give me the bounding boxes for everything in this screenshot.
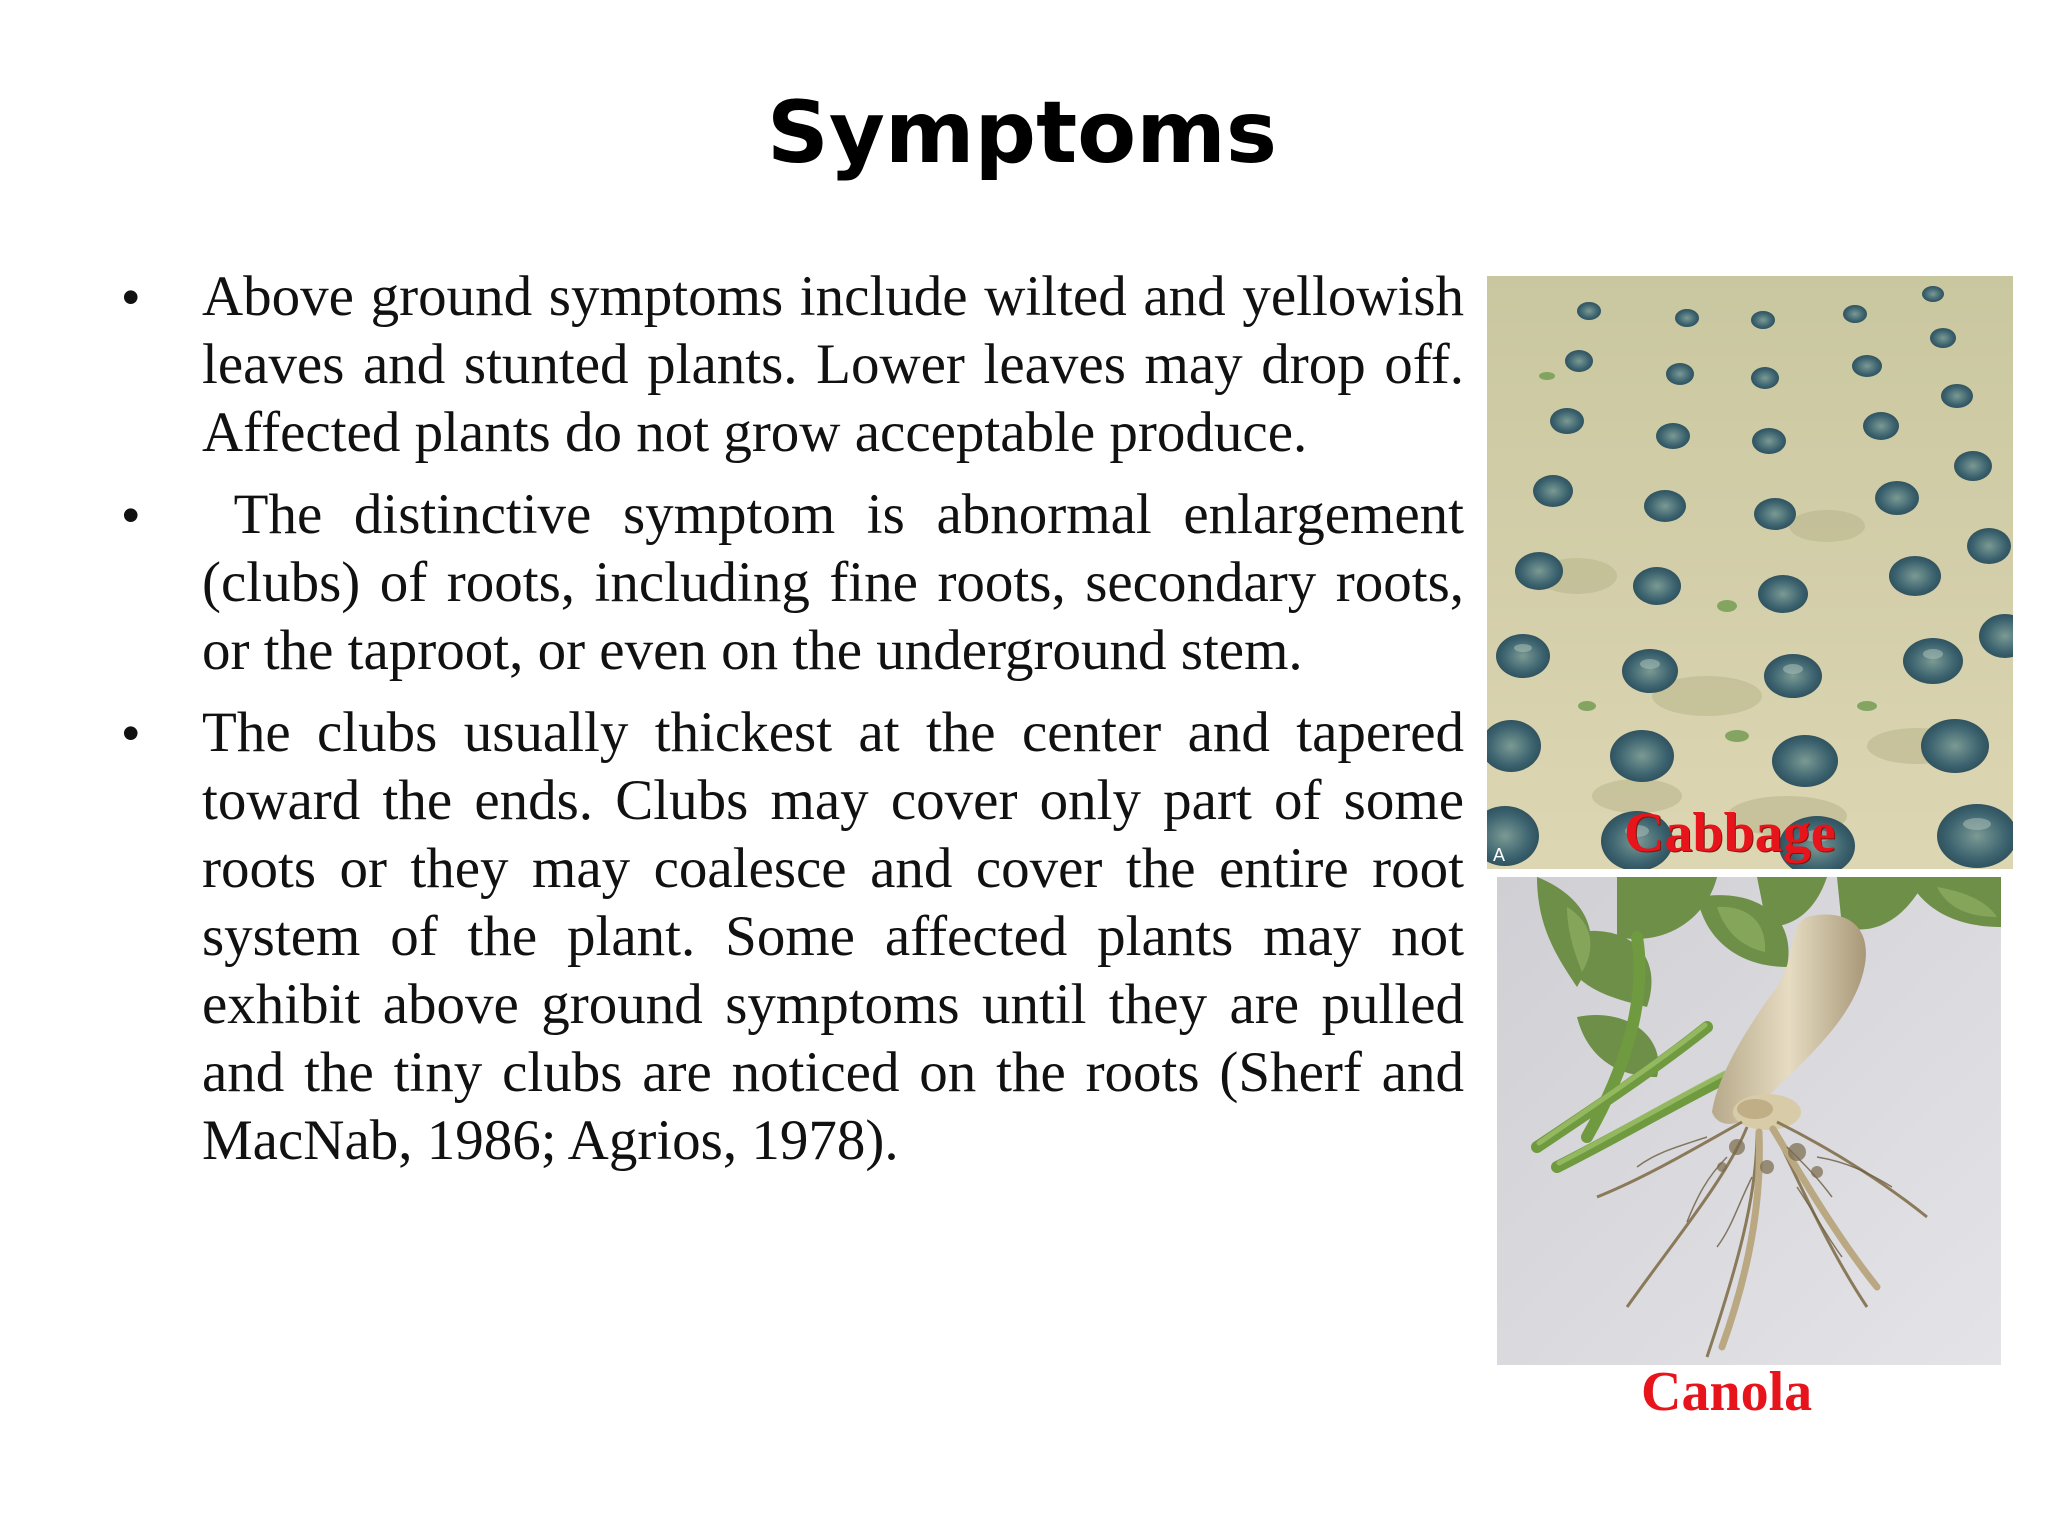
bullet-item — [118, 481, 1479, 685]
bullet-dot: • — [122, 269, 140, 325]
slide-title — [0, 78, 2048, 188]
bullet-dot: • — [122, 487, 140, 543]
bullet-text: The distinctive symptom is abnormal enlargement (clubs) of roots, including fine roots, secondary roots, or the taproot, or even on the underground stem. — [202, 483, 1479, 682]
bullet-text: The clubs usually thickest at the center and tapered toward the ends. Clubs may cover only part of some roots or they may coalesce and cover the entire root system of the plant. Some affected plants may not exhibit above ground symptoms until they are pulled and the tiny clubs are noticed on the roots (Sherf and MacNab, 1986; Agrios, 1978). — [202, 701, 1464, 1172]
bullet-item — [118, 699, 1464, 1175]
bullet-list — [118, 263, 1479, 1189]
cabbage-caption: Cabbage — [1624, 802, 1836, 864]
cabbage-field-photo — [1487, 276, 2013, 869]
corner-mark: A — [1493, 845, 1506, 865]
bullet-item — [118, 263, 1464, 467]
canola-caption: Canola — [1641, 1361, 1813, 1423]
bullet-dot: • — [122, 705, 140, 761]
canola-root-illustration — [1497, 877, 2001, 1365]
bullet-text: Above ground symptoms include wilted and yellowish leaves and stunted plants. Lower leaves may drop off. Affected plants do not grow acceptable produce. — [202, 265, 1464, 464]
cabbage-field-illustration — [1487, 276, 2013, 869]
canola-root-photo — [1497, 877, 2001, 1365]
slide-title-text: Symptoms — [766, 83, 1278, 183]
